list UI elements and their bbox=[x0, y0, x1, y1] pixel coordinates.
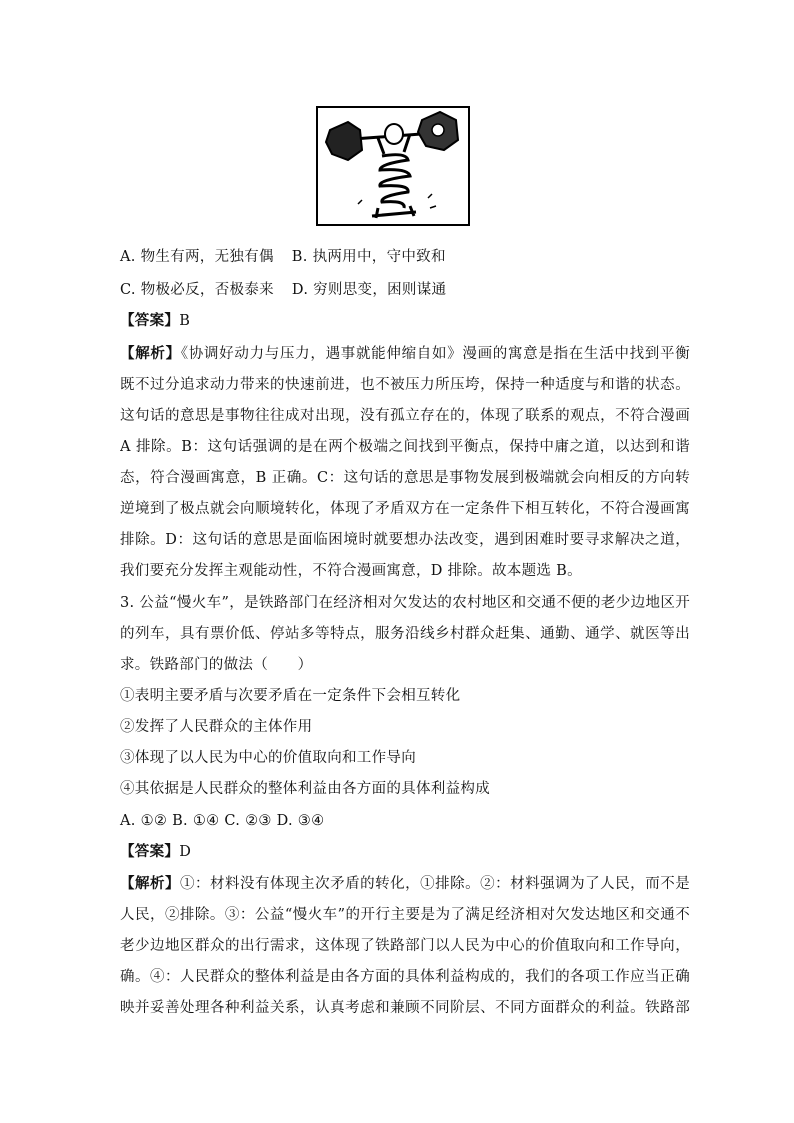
q2-analysis-line-7: 排除。D：这句话的意思是面临困境时就要想办法改变，遇到困难时要寻求解决之道， bbox=[120, 532, 690, 548]
q2-analysis-line-3: 这句话的意思是事物往往成对出现，没有孤立存在的，体现了联系的观点，不符合漫画 bbox=[120, 408, 690, 424]
q3-analysis-label: 【解析】 bbox=[120, 875, 181, 892]
q3-analysis-line-5: 映并妥善处理各种利益关系，认真考虑和兼顾不同阶层、不同方面群众的利益。铁路部 bbox=[120, 1000, 690, 1016]
q3-stem-line-3: 求。铁路部门的做法（ ） bbox=[120, 657, 313, 673]
q3-answer bbox=[120, 842, 690, 862]
q2-analysis-line-2: 既不过分追求动力带来的快速前进，也不被压力所压垮，保持一种适度与和谐的状态。 bbox=[120, 377, 690, 393]
q3-statement-1: ①表明主要矛盾与次要矛盾在一定条件下会相互转化 bbox=[120, 688, 461, 704]
q2-analysis-line-1: 【解析】《协调好动力与压力，遇事就能伸缩自如》漫画的寓意是指在生活中找到平衡 bbox=[120, 345, 690, 362]
weightlifter-spring-cartoon bbox=[316, 106, 470, 226]
spring-icon bbox=[380, 155, 410, 208]
q3-statement-3: ③体现了以人民为中心的价值取向和工作导向 bbox=[120, 750, 416, 766]
q3-analysis-line-3: 老少边地区群众的出行需求，这体现了铁路部门以人民为中心的价值取向和工作导向， bbox=[120, 938, 690, 954]
q2-option-b: B. 执两用中，守中致和 bbox=[291, 249, 446, 265]
q2-analysis-line-6: 逆境到了极点就会向顺境转化，体现了矛盾双方在一定条件下相互转化，不符合漫画寓 bbox=[120, 501, 690, 517]
q3-answer-value: D bbox=[179, 844, 192, 860]
q2-answer-value: B bbox=[179, 313, 191, 329]
q2-analysis-line-4: A 排除。B：这句话强调的是在两个极端之间找到平衡点，保持中庸之道，以达到和谐 bbox=[120, 439, 690, 455]
q3-answer-label: 【答案】 bbox=[120, 843, 180, 860]
q2-option-d: D. 穷则思变，困则谋通 bbox=[291, 282, 447, 298]
q2-analysis-line-8: 我们要充分发挥主观能动性，不符合漫画寓意，D 排除。故本题选 B。 bbox=[120, 563, 582, 579]
q2-analysis-line-5: 态，符合漫画寓意，B 正确。C：这句话的意思是事物发展到极端就会向相反的方向转 bbox=[120, 470, 690, 486]
q3-statement-2: ②发挥了人民群众的主体作用 bbox=[120, 719, 313, 735]
q2-options-row-1 bbox=[120, 247, 690, 267]
q2-answer bbox=[120, 311, 690, 331]
q3-analysis-line-2: 人民，②排除。③：公益“慢火车”的开行主要是为了满足经济相对欠发达地区和交通不 bbox=[120, 907, 690, 923]
q3-statement-4: ④其依据是人民群众的整体利益由各方面的具体利益构成 bbox=[120, 781, 490, 797]
left-weight-icon bbox=[326, 122, 362, 160]
q2-option-c: C. 物极必反，否极泰来 bbox=[120, 282, 274, 298]
q2-analysis-label: 【解析】 bbox=[120, 345, 181, 362]
q3-stem-line-1: 3. 公益“慢火车”，是铁路部门在经济相对欠发达的农村地区和交通不便的老少边地区开 bbox=[120, 595, 690, 611]
cartoon-illustration bbox=[318, 108, 468, 224]
q2-options-row-2 bbox=[120, 280, 690, 300]
q3-stem-line-2: 的列车，具有票价低、停站多等特点，服务沿线乡村群众赶集、通勤、通学、就医等出 bbox=[120, 626, 690, 642]
q2-answer-label: 【答案】 bbox=[120, 312, 180, 329]
q3-analysis-line-1: 【解析】①：材料没有体现主次矛盾的转化，①排除。②：材料强调为了人民，而不是 bbox=[120, 875, 690, 892]
q2-option-a: A. 物生有两，无独有偶 bbox=[120, 249, 274, 265]
q3-options: A. ①② B. ①④ C. ②③ D. ③④ bbox=[120, 813, 325, 829]
q3-analysis-line-4: 确。④：人民群众的整体利益是由各方面的具体利益构成的，我们的各项工作应当正确 bbox=[120, 969, 690, 985]
